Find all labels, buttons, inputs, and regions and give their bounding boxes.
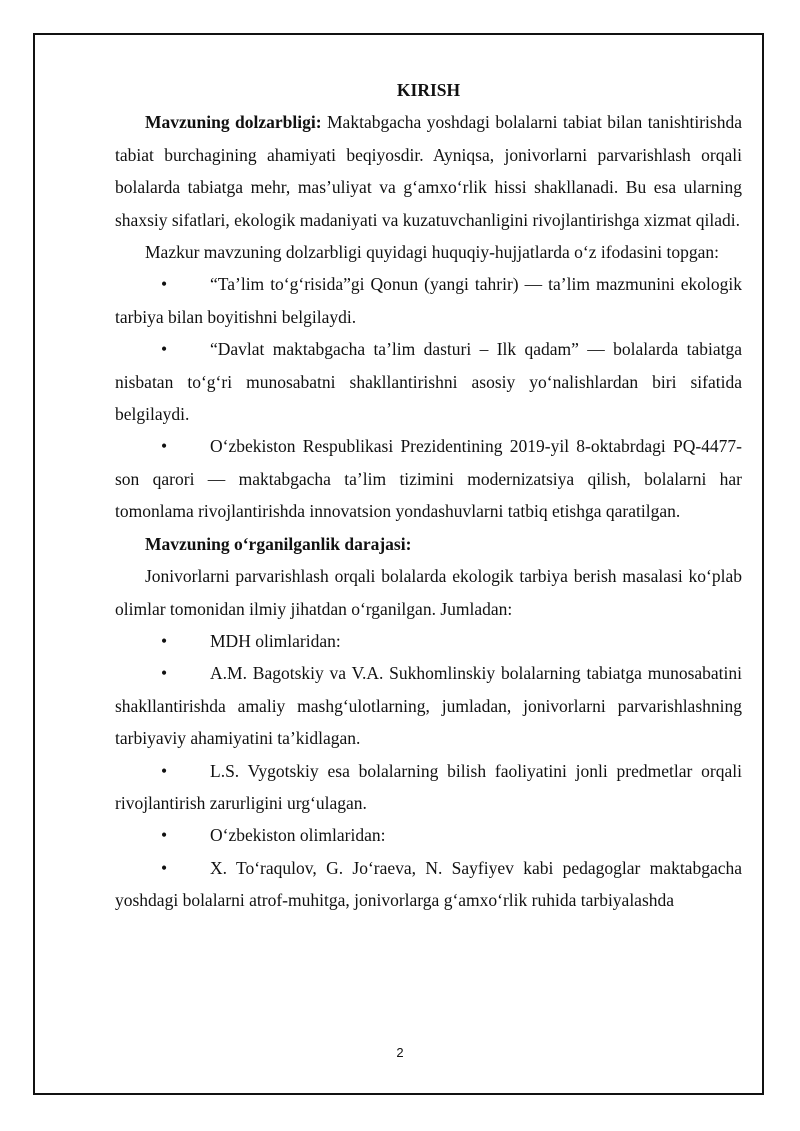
- list-item: [115, 819, 742, 851]
- document-body: [115, 74, 742, 917]
- list-item: [115, 852, 742, 917]
- bullet-icon: •: [161, 663, 168, 684]
- section-heading: Mavzuning o‘rganilganlik darajasi:: [145, 533, 412, 554]
- list-item-text: MDH olimlaridan:: [210, 630, 341, 651]
- study-paragraph: Jonivorlarni parvarishlash orqali bolalarda ekologik tarbiya berish masalasi ko‘plab olimlar tomonidan ilmiy jihatdan o‘rganilgan. Jumladan:: [115, 566, 742, 619]
- list-item-text: O‘zbekiston Respublikasi Prezidentining 2019-yil 8-oktabrdagi PQ-4477-son qarori — maktabgacha ta’lim tizimini modernizatsiya qilish, bolalarni har tomonlama rivojlantirishda innovatsion yondashuvlarni tatbiq etishga qaratilgan.: [115, 436, 742, 522]
- list-item: [115, 755, 742, 820]
- intro-heading: Mavzuning dolzarbligi:: [145, 112, 322, 133]
- bullet-icon: •: [161, 825, 168, 846]
- bullet-icon: •: [161, 857, 168, 878]
- page-title: KIRISH: [396, 80, 461, 100]
- bullet-icon: •: [161, 274, 168, 295]
- list-item-text: O‘zbekiston olimlaridan:: [210, 825, 386, 846]
- page-number: 2: [396, 1045, 404, 1060]
- list-item: [115, 625, 742, 657]
- list-item-text: A.M. Bagotskiy va V.A. Sukhomlinskiy bolalarning tabiatga munosabatini shakllantirishda amaliy mashg‘ulotlarning, jumladan, jonivorlarni parvarishlashning tarbiyaviy ahamiyatini ta’kidlagan.: [115, 663, 742, 749]
- bullet-icon: •: [161, 436, 168, 457]
- bullet-icon: •: [161, 630, 168, 651]
- intro-text: Maktabgacha yoshdagi bolalarni tabiat bilan tanishtirishda tabiat burchagining ahamiyati beqiyosdir. Ayniqsa, jonivorlarni parvarishlash orqali bolalarda tabiatga mehr, mas’uliyat va g‘amxo‘rlik hissi shakllanadi. Bu esa ularning shaxsiy sifatlari, ekologik madaniyati va kuzatuvchanligini rivojlantirishga xizmat qiladi.: [115, 112, 742, 230]
- intro-paragraph: [115, 106, 742, 236]
- list-item-text: “Davlat maktabgacha ta’lim dasturi – Ilk qadam” — bolalarda tabiatga nisbatan to‘g‘ri munosabatni shakllantirishni asosiy yo‘nalishlardan biri sifatida belgilaydi.: [115, 339, 742, 425]
- list-item-text: L.S. Vygotskiy esa bolalarning bilish faoliyatini jonli predmetlar orqali rivojlantirish zarurligini urg‘ulagan.: [115, 760, 742, 813]
- bullet-icon: •: [161, 339, 168, 360]
- legal-intro-paragraph: Mazkur mavzuning dolzarbligi quyidagi huquqiy-hujjatlarda o‘z ifodasini topgan:: [145, 242, 719, 263]
- list-item: [115, 333, 742, 430]
- list-item: [115, 657, 742, 754]
- list-item-text: X. To‘raqulov, G. Jo‘raeva, N. Sayfiyev kabi pedagoglar maktabgacha yoshdagi bolalarni atrof-muhitga, jonivorlarga g‘amxo‘rlik ruhida tarbiyalashda: [115, 857, 742, 911]
- list-item: [115, 430, 742, 527]
- list-item: [115, 268, 742, 333]
- bullet-icon: •: [161, 760, 168, 781]
- list-item-text: “Ta’lim to‘g‘risida”gi Qonun (yangi tahrir) — ta’lim mazmunini ekologik tarbiya bilan boyitishni belgilaydi.: [115, 274, 742, 327]
